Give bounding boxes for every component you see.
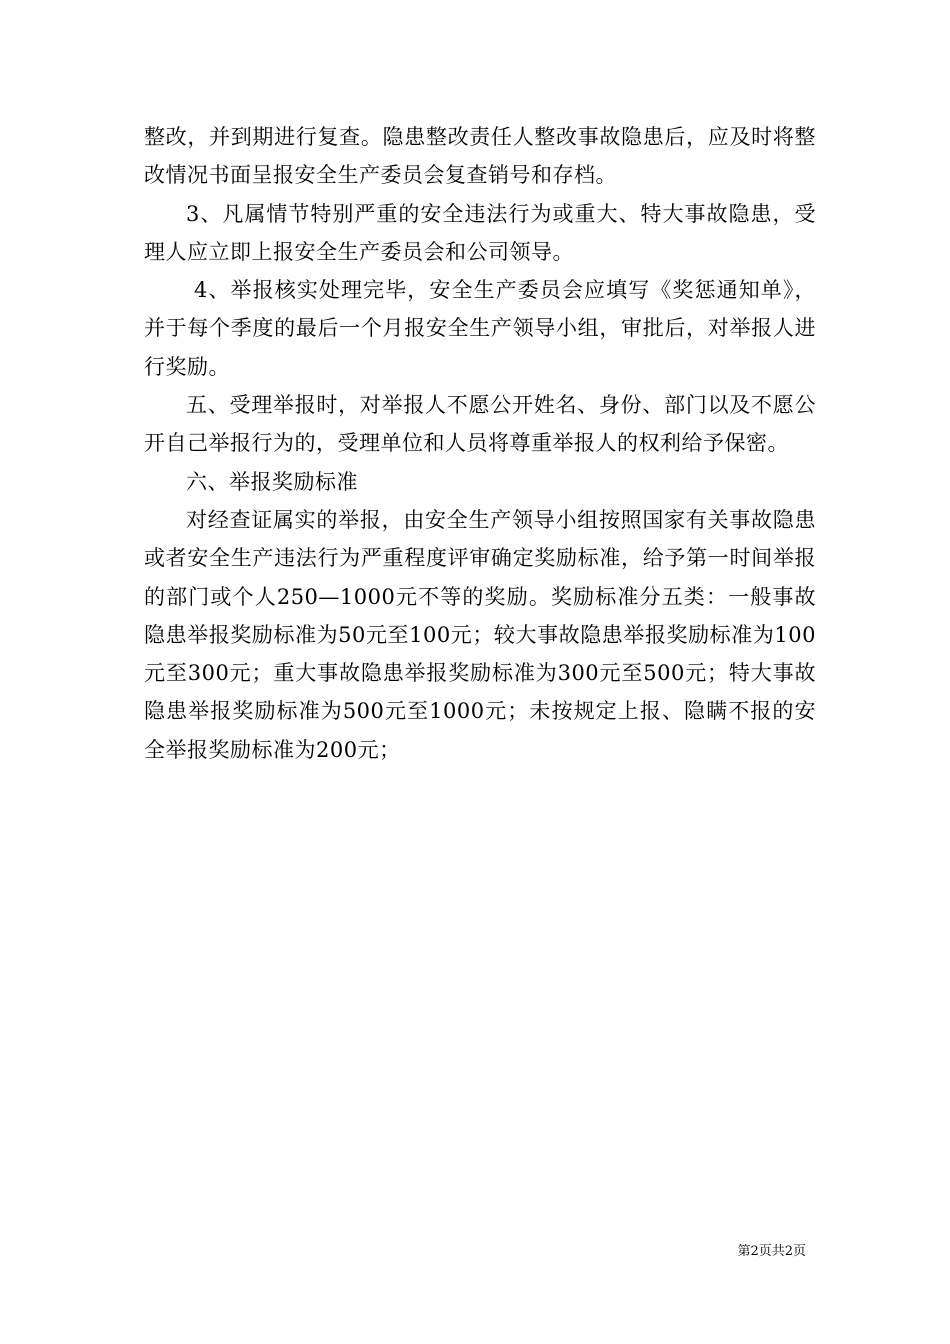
paragraph-item-3: 3、凡属情节特别严重的安全违法行为或重大、特大事故隐患，受理人应立即上报安全生产委员会和公司领导。 bbox=[144, 201, 816, 264]
paragraph-item-4: 4、举报核实处理完毕，安全生产委员会应填写《奖惩通知单》，并于每个季度的最后一个月报安全生产领导小组，审批后，对举报人进行奖励。 bbox=[144, 278, 816, 379]
paragraph-reward-standards: 对经查证属实的举报，由安全生产领导小组按照国家有关事故隐患或者安全生产违法行为严重程度评审确定奖励标准，给予第一时间举报的部门或个人250—1000元不等的奖励。奖励标准分五类：一般事故隐患举报奖励标准为50元至100元；较大事故隐患举报奖励标准为100元至300元；重大事故隐患举报奖励标准为300元至500元；特大事故隐患举报奖励标准为500元至1000元；未按规定上报、隐瞒不报的安全举报奖励标准为200元； bbox=[144, 507, 816, 762]
body-text bbox=[144, 118, 816, 769]
section-heading-6: 六、举报奖励标准 bbox=[186, 469, 358, 494]
paragraph-rectification-continued: 整改，并到期进行复查。隐患整改责任人整改事故隐患后，应及时将整改情况书面呈报安全生产委员会复查销号和存档。 bbox=[144, 125, 816, 188]
paragraph-section-5: 五、受理举报时，对举报人不愿公开姓名、身份、部门以及不愿公开自己举报行为的，受理单位和人员将尊重举报人的权利给予保密。 bbox=[144, 393, 816, 456]
page-number-footer: 第2页共2页 bbox=[737, 1244, 806, 1259]
